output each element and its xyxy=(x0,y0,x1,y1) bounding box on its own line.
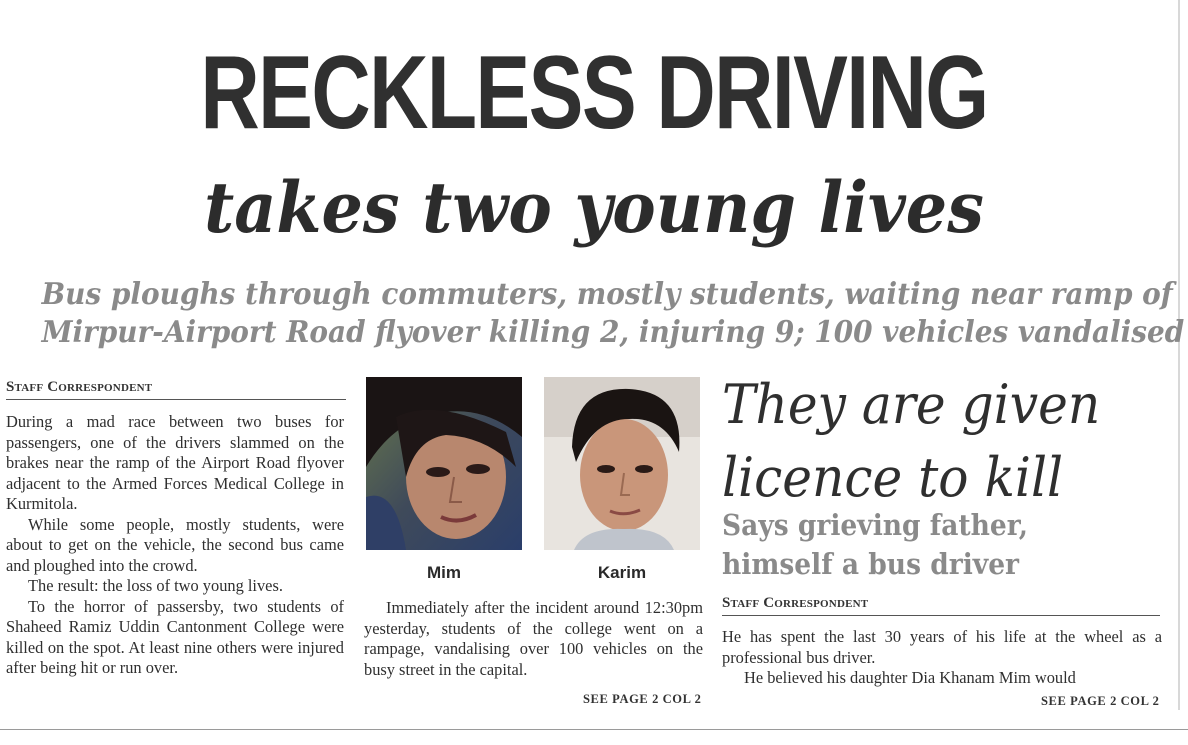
side-story-byline: Staff Correspondent xyxy=(722,595,1160,616)
page-bottom-rule xyxy=(0,729,1188,730)
photo-mim xyxy=(366,377,522,550)
main-story-column-2 xyxy=(364,598,703,680)
main-deck xyxy=(0,276,1188,352)
jump-line-main: SEE PAGE 2 COL 2 xyxy=(583,692,702,706)
portrait-image xyxy=(366,377,522,550)
photo-karim xyxy=(544,377,700,550)
story-paragraph: To the horror of passersby, two students of Shaheed Ramiz Uddin Cantonment College were killed on the spot. At least nine others were injured after being hit or run over. xyxy=(6,596,344,677)
main-headline: RECKLESS DRIVING xyxy=(200,35,988,151)
side-headline-line-2: licence to kill xyxy=(722,446,1064,509)
jump-line-side: SEE PAGE 2 COL 2 xyxy=(1041,694,1160,708)
side-story-deck xyxy=(722,506,1141,584)
photo-caption-karim: Karim xyxy=(597,563,647,582)
side-story-headline xyxy=(722,368,1141,514)
deck-line-2: Mirpur-Airport Road flyover killing 2, injuring 9; 100 vehicles vandalised xyxy=(41,315,1185,350)
story-paragraph: He believed his daughter Dia Khanam Mim would xyxy=(744,668,1076,687)
main-story-byline: Staff Correspondent xyxy=(6,379,346,400)
main-story-column-1 xyxy=(6,412,344,679)
story-paragraph: The result: the loss of two young lives. xyxy=(28,576,283,595)
story-paragraph: He has spent the last 30 years of his life at the wheel as a professional bus driver. xyxy=(722,627,1162,667)
photo-caption-mim: Mim xyxy=(427,563,461,582)
main-subheadline: takes two young lives xyxy=(204,166,984,249)
portrait-image xyxy=(544,377,700,550)
side-deck-line-1: Says grieving father, xyxy=(722,508,1029,542)
deck-line-1: Bus ploughs through commuters, mostly students, waiting near ramp of xyxy=(41,277,1173,312)
side-story-column xyxy=(722,627,1162,689)
story-paragraph: During a mad race between two buses for passengers, one of the drivers slammed on the brakes near the ramp of the Airport Road flyover adjacent to the Armed Forces Medical College in Kurmitola. xyxy=(6,412,344,513)
side-headline-line-1: They are given xyxy=(722,373,1101,436)
side-deck-line-2: himself a bus driver xyxy=(722,547,1020,581)
column-rule-right xyxy=(1178,0,1180,710)
story-paragraph: Immediately after the incident around 12:30pm yesterday, students of the college went on a rampage, vandalising over 100 vehicles on the busy street in the capital. xyxy=(364,598,703,679)
story-paragraph: While some people, mostly students, were about to get on the vehicle, the second bus came and ploughed into the crowd. xyxy=(6,514,344,575)
